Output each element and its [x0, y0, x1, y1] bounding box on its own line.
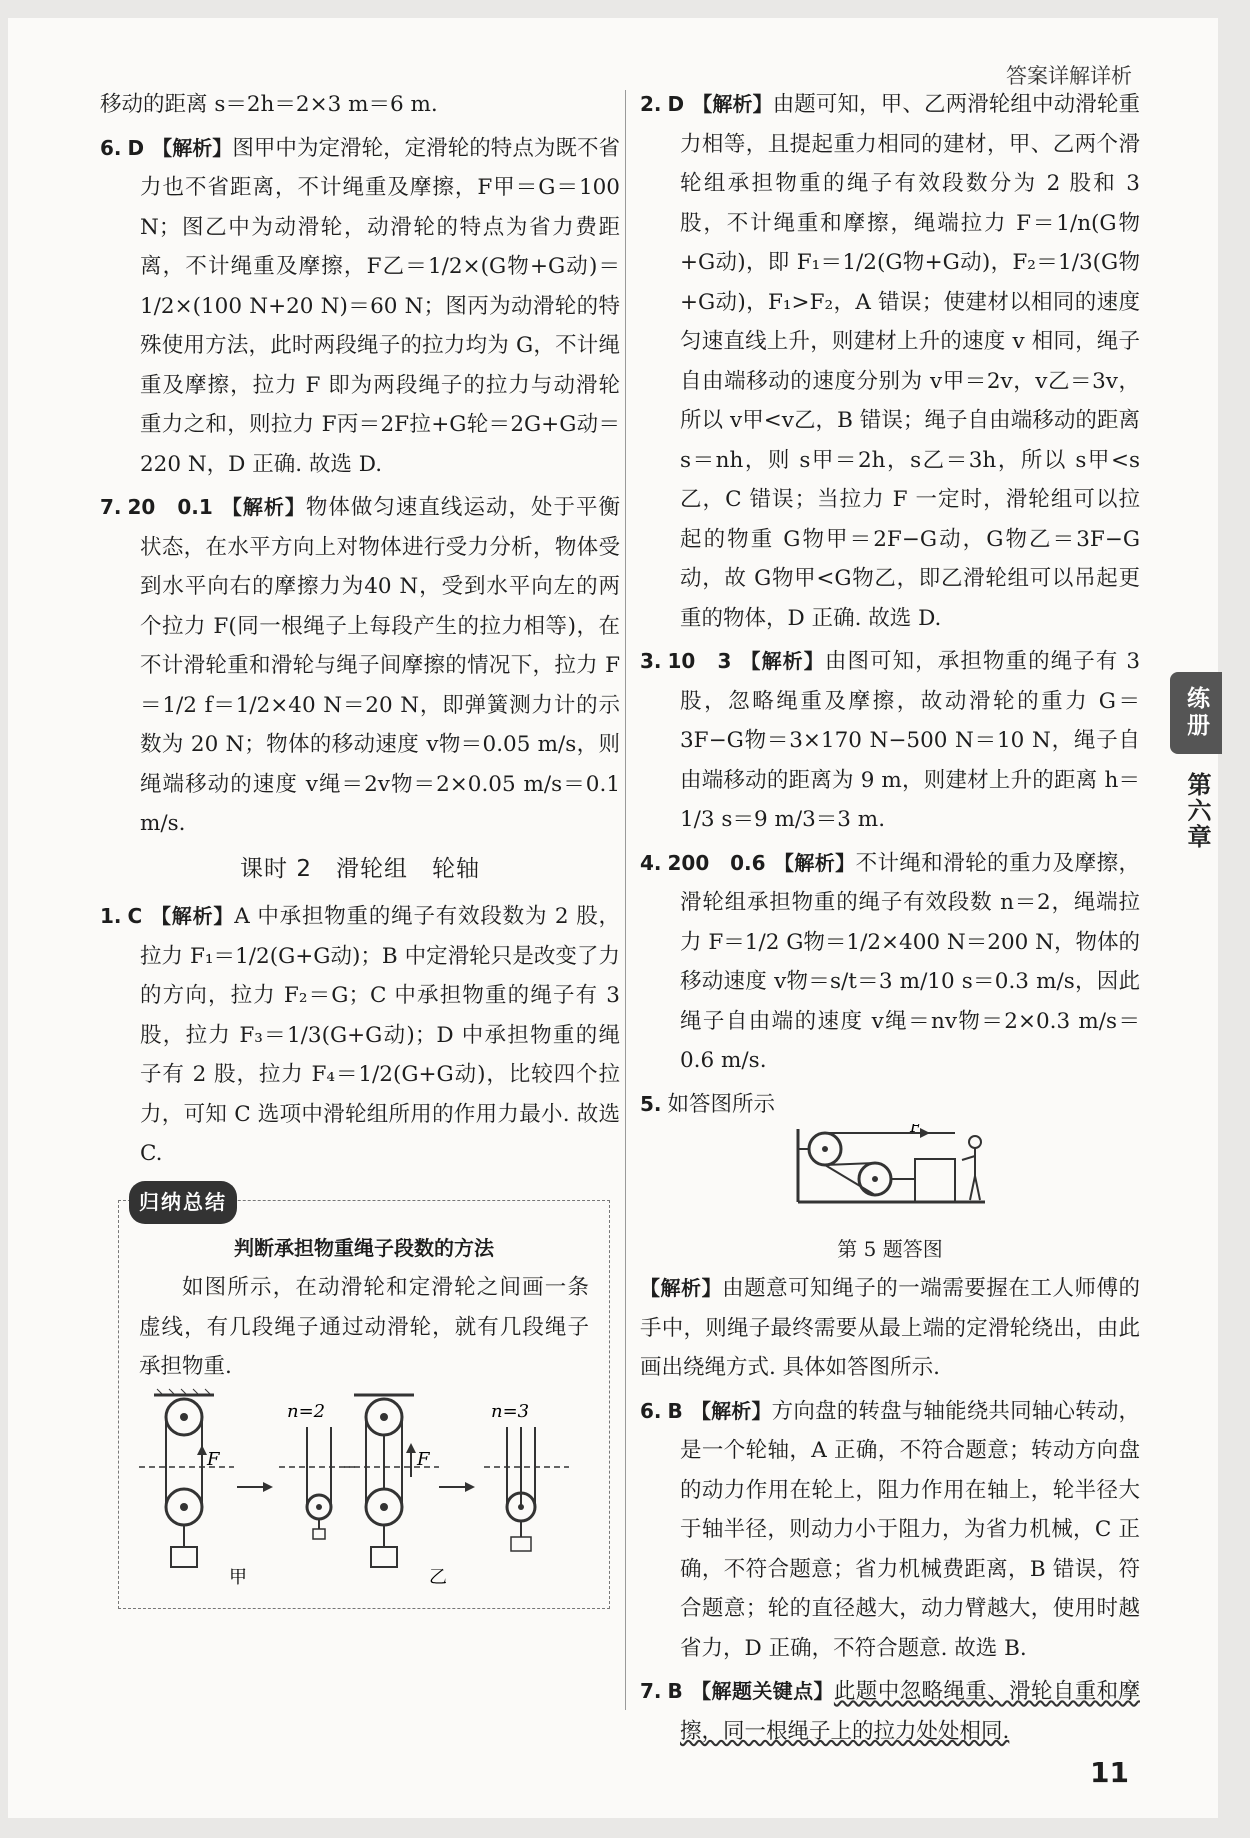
q5-force-label: F — [910, 1124, 922, 1136]
answer: B — [667, 1679, 683, 1703]
arrow-right-icon — [263, 1482, 273, 1492]
key-point-tag: 【解题关键点】 — [690, 1679, 834, 1703]
answer: D — [127, 135, 145, 160]
question-number: 7. — [640, 1679, 662, 1703]
answer: 10 3 — [667, 649, 732, 673]
n2-label: n=2 — [287, 1400, 326, 1422]
analysis-text: 方向盘的转盘与轴能绕共同轴心转动，是一个轮轴，A 正确，不符合题意；转动方向盘的动力作用在轮上，阻力作用在轴上，轮半径大于轴半径，则动力小于阻力，为省力机械，C 正确，不符合题意；省力机械费距离，B 错误，符合题意；轮的直径越大，动力臂越大，使用时越省力，D 正确，不符合题意. 故选 B. — [680, 1398, 1140, 1661]
analysis-tag: 【解析】 — [690, 1398, 772, 1423]
question-5 — [640, 1085, 1140, 1388]
analysis-text: A 中承担物重的绳子有效段数为 2 股，拉力 F₁＝1/2(G+G动)；B 中定滑轮只是改变了力的方向，拉力 F₂＝G；C 中承担物重的绳子有 3 股，拉力 F₃＝1/3(G+G动)；D 中承担物重的绳子有 2 股，拉力 F₄＝1/2(G+G动)，比较四个拉力，可知 C 选项中滑轮组所用的作用力最小. 故选 C. — [140, 904, 620, 1166]
analysis-tag: 【解析】 — [640, 1276, 723, 1300]
analysis-tag: 【解析】 — [152, 135, 233, 160]
question-2 — [640, 85, 1140, 638]
analysis-text: 不计绳和滑轮的重力及摩擦，滑轮组承担物重的绳子有效段数 n＝2，绳端拉力 F＝1/2 G物＝1/2×400 N＝200 N，物体的移动速度 v物＝s/t＝3 m/10 s＝0.3 m/s，因此绳子自由端的速度 v绳＝nv物＝2×0.3 m/s＝0.6 m/s. — [680, 850, 1140, 1073]
analysis-tag: 【解析】 — [150, 904, 235, 928]
question-7-right — [640, 1672, 1140, 1751]
lesson-title: 课时 2 滑轮组 轮轴 — [240, 855, 480, 882]
question-number: 1. — [100, 904, 122, 928]
question-1 — [100, 897, 620, 1174]
question-6 — [100, 129, 620, 485]
question-4 — [640, 844, 1140, 1081]
answer: C — [127, 904, 143, 928]
analysis-tag: 【解析】 — [692, 92, 773, 116]
answer: B — [667, 1398, 683, 1423]
page-number: 11 — [1090, 1756, 1129, 1789]
answer-text: 如答图所示 — [667, 1091, 776, 1117]
side-tab-chapter: 第六章 — [1183, 772, 1211, 850]
question-number: 6. — [100, 135, 122, 160]
analysis-text: 物体做匀速直线运动，处于平衡状态，在水平方向上对物体进行受力分析，物体受到水平向右的摩擦力为40 N，受到水平向左的两个拉力 F(同一根绳子上每段产生的拉力相等)，在不计滑轮重和滑轮与绳子间摩擦的情况下，拉力 F＝1/2 f＝1/2×40 N＝20 N，即弹簧测力计的示数为 20 N；物体的移动速度 v物＝0.05 m/s，则绳端移动的速度 v绳＝2v物＝2×0.05 m/s＝0.1 m/s. — [140, 495, 621, 836]
answer: 20 0.1 — [127, 495, 213, 519]
key-point-text: 此题中忽略绳重、滑轮自重和摩擦，同一根绳子上的拉力处处相同. — [680, 1679, 1140, 1744]
answer: 200 0.6 — [667, 850, 766, 875]
worker-icon — [969, 1136, 981, 1148]
n3-label: n=3 — [491, 1400, 530, 1422]
analysis-text: 由题意可知绳子的一端需要握在工人师傅的手中，则绳子最终需要从最上端的定滑轮绕出，由此画出绕绳方式. 具体如答图所示. — [640, 1276, 1140, 1380]
analysis-tag: 【解析】 — [773, 850, 856, 875]
intro-text: 移动的距离 s＝2h＝2×3 m＝6 m. — [100, 92, 438, 117]
summary-text: 如图所示，在动滑轮和定滑轮之间画一条虚线，有几段绳子通过动滑轮，就有几段绳子承担物重. — [139, 1275, 589, 1379]
header-title: 答案详解详析 — [1006, 64, 1132, 88]
question-number: 4. — [640, 850, 662, 875]
right-column — [640, 85, 1140, 1755]
question-number: 7. — [100, 495, 122, 519]
analysis-text: 由图可知，承担物重的绳子有 3 股，忽略绳重及摩擦，故动滑轮的重力 G＝3F−G物＝3×170 N−500 N＝10 N，绳子自由端移动的距离为 9 m，则建材上升的距离 h＝1/3 s＝9 m/3＝3 m. — [680, 649, 1141, 832]
question-number: 5. — [640, 1091, 662, 1116]
question-number: 6. — [640, 1398, 662, 1423]
q5-pulley-figure — [790, 1124, 990, 1214]
q5-figure — [640, 1124, 1140, 1269]
question-7 — [100, 488, 620, 844]
question-6-right — [640, 1392, 1140, 1669]
answer: D — [667, 92, 685, 116]
question-number: 3. — [640, 649, 662, 673]
figure-caption: 第 5 题答图 — [837, 1236, 943, 1261]
weight-icon — [171, 1547, 197, 1567]
label-jia: 甲 — [229, 1566, 247, 1587]
analysis-text: 由题可知，甲、乙两滑轮组中动滑轮重力相等，且提起重力相同的建材，甲、乙两个滑轮组承担物重的绳子有效段数分为 2 股和 3 股，不计绳重和摩擦，绳端拉力 F＝1/n(G物+G动)，即 F₁＝1/2(G物+G动)，F₂＝1/3(G物+G动)，F₁>F₂，A 错误；使建材以相同的速度匀速直线上升，则建材上升的速度 v 相同，绳子自由端移动的速度分别为 v甲＝2v，v乙＝3v，所以 v甲<v乙，B 错误；绳子自由端移动的距离 s＝nh，则 s甲＝2h，s乙＝3h，所以 s甲<s乙，C 错误；当拉力 F 一定时，滑轮组可以拉起的物重 G物甲＝2F−G动，G物乙＝3F−G动，故 G物甲<G物乙，即乙滑轮组可以吊起更重的物体，D 正确. 故选 D. — [680, 92, 1140, 631]
summary-box — [118, 1189, 610, 1610]
question-3 — [640, 642, 1140, 840]
force-label: F — [207, 1448, 220, 1470]
analysis-text: 图甲中为定滑轮，定滑轮的特点为既不省力也不省距离，不计绳重及摩擦，F甲＝G＝100 N；图乙中为动滑轮，动滑轮的特点为省力费距离，不计绳重及摩擦，F乙＝1/2×(G物+G动)＝1/2×(100 N+20 N)＝60 N；图丙为动滑轮的特殊使用方法，此时两段绳子的拉力均为 G，不计绳重及摩擦，拉力 F 即为两段绳子的拉力与动滑轮重力之和，则拉力 F丙＝2F拉+G轮＝2G+G动＝220 N，D 正确. 故选 D. — [140, 135, 620, 477]
analysis-tag: 【解析】 — [220, 495, 306, 519]
column-divider — [625, 90, 626, 1710]
force-label-2: F — [417, 1448, 430, 1470]
box-icon — [915, 1159, 955, 1202]
question-number: 2. — [640, 92, 662, 116]
intro-line — [100, 85, 620, 125]
summary-title: 判断承担物重绳子段数的方法 — [234, 1235, 494, 1260]
analysis-tag: 【解析】 — [739, 649, 825, 673]
left-column — [100, 85, 620, 1609]
side-tab-workbook: 练册 — [1170, 672, 1222, 754]
pulley-diagram — [139, 1387, 609, 1587]
summary-badge: 归纳总结 — [129, 1181, 237, 1225]
label-yi: 乙 — [429, 1566, 447, 1587]
